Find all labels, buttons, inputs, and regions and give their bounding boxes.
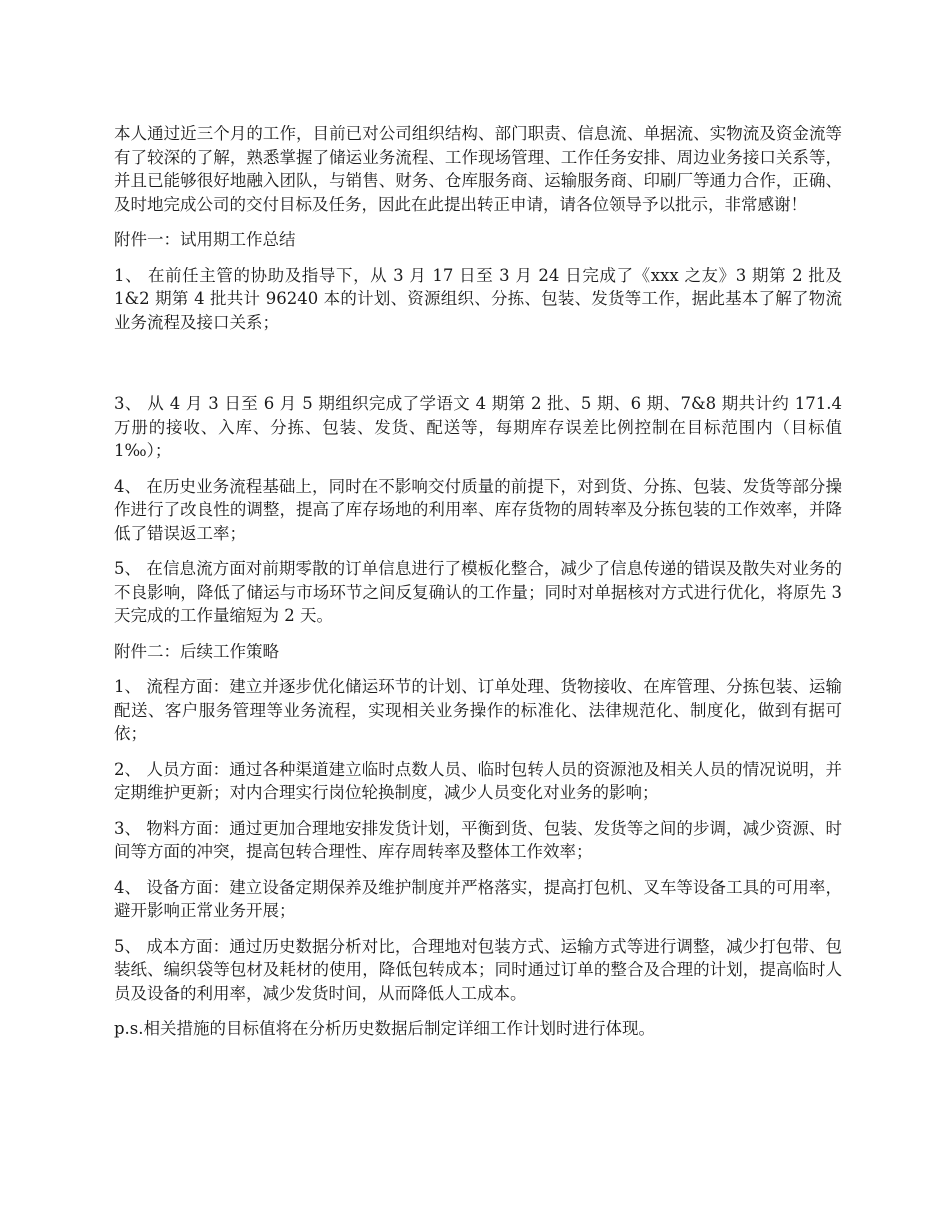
postscript: p.s.相关措施的目标值将在分析历史数据后制定详细工作计划时进行体现。	[114, 1019, 656, 1038]
document-page	[114, 122, 842, 1053]
attachment2-heading: 附件二：后续工作策略	[114, 641, 279, 661]
attachment2-item: 2、 人员方面：通过各种渠道建立临时点数人员、临时包转人员的资源池及相关人员的情况说明，并定期维护更新；对内合理实行岗位轮换制度，减少人员变化对业务的影响；	[114, 759, 842, 802]
attachment2-item: 5、 成本方面：通过历史数据分析对比，合理地对包装方式、运输方式等进行调整，减少打包带、包装纸、编织袋等包材及耗材的使用，降低包转成本；同时通过订单的整合及合理的计划，提高临时人员及设备的利用率，减少发货时间，从而降低人工成本。	[114, 936, 842, 1003]
attachment1-item: 3、 从 4 月 3 日至 6 月 5 期组织完成了学语文 4 期第 2 批、5 期、6 期、7&8 期共计约 171.4 万册的接收、入库、分拣、包装、发货、配送等，每期库存误差比例控制在目标范围内（目标值 1‰）；	[114, 394, 842, 460]
attachment1-item: 5、 在信息流方面对前期零散的订单信息进行了模板化整合，减少了信息传递的错误及散失对业务的不良影响，降低了储运与市场环节之间反复确认的工作量；同时对单据核对方式进行优化，将原先 3 天完成的工作量缩短为 2 天。	[114, 559, 842, 625]
attachment2-item: 1、 流程方面：建立并逐步优化储运环节的计划、订单处理、货物接收、在库管理、分拣包装、运输配送、客户服务管理等业务流程，实现相关业务操作的标准化、法律规范化、制度化，做到有据可依；	[114, 677, 842, 743]
attachment2-item: 4、 设备方面：建立设备定期保养及维护制度并严格落实，提高打包机、叉车等设备工具的可用率，避开影响正常业务开展；	[114, 877, 842, 920]
attachment1-item: 4、 在历史业务流程基础上，同时在不影响交付质量的前提下，对到货、分拣、包装、发货等部分操作进行了改良性的调整，提高了库存场地的利用率、库存货物的周转率及分拣包装的工作效率，并降低了错误返工率；	[114, 476, 842, 543]
attachment2-item: 3、 物料方面：通过更加合理地安排发货计划，平衡到货、包装、发货等之间的步调，减少资源、时间等方面的冲突，提高包转合理性、库存周转率及整体工作效率；	[114, 818, 842, 861]
attachment1-heading: 附件一：试用期工作总结	[114, 230, 296, 249]
blank-gap	[114, 346, 842, 392]
intro-paragraph: 本人通过近三个月的工作，目前已对公司组织结构、部门职责、信息流、单据流、实物流及资金流等有了较深的了解，熟悉掌握了储运业务流程、工作现场管理、工作任务安排、周边业务接口关系等，并且已能够很好地融入团队，与销售、财务、仓库服务商、运输服务商、印刷厂等通力合作，正确、及时地完成公司的交付目标及任务，因此在此提出转正申请，请各位领导予以批示，非常感谢！	[114, 124, 842, 214]
attachment1-item: 1、 在前任主管的协助及指导下，从 3 月 17 日至 3 月 24 日完成了《xxx 之友》3 期第 2 批及 1&2 期第 4 批共计 96240 本的计划、资源组织、分拣、包装、发货等工作，据此基本了解了物流业务流程及接口关系；	[114, 265, 842, 332]
